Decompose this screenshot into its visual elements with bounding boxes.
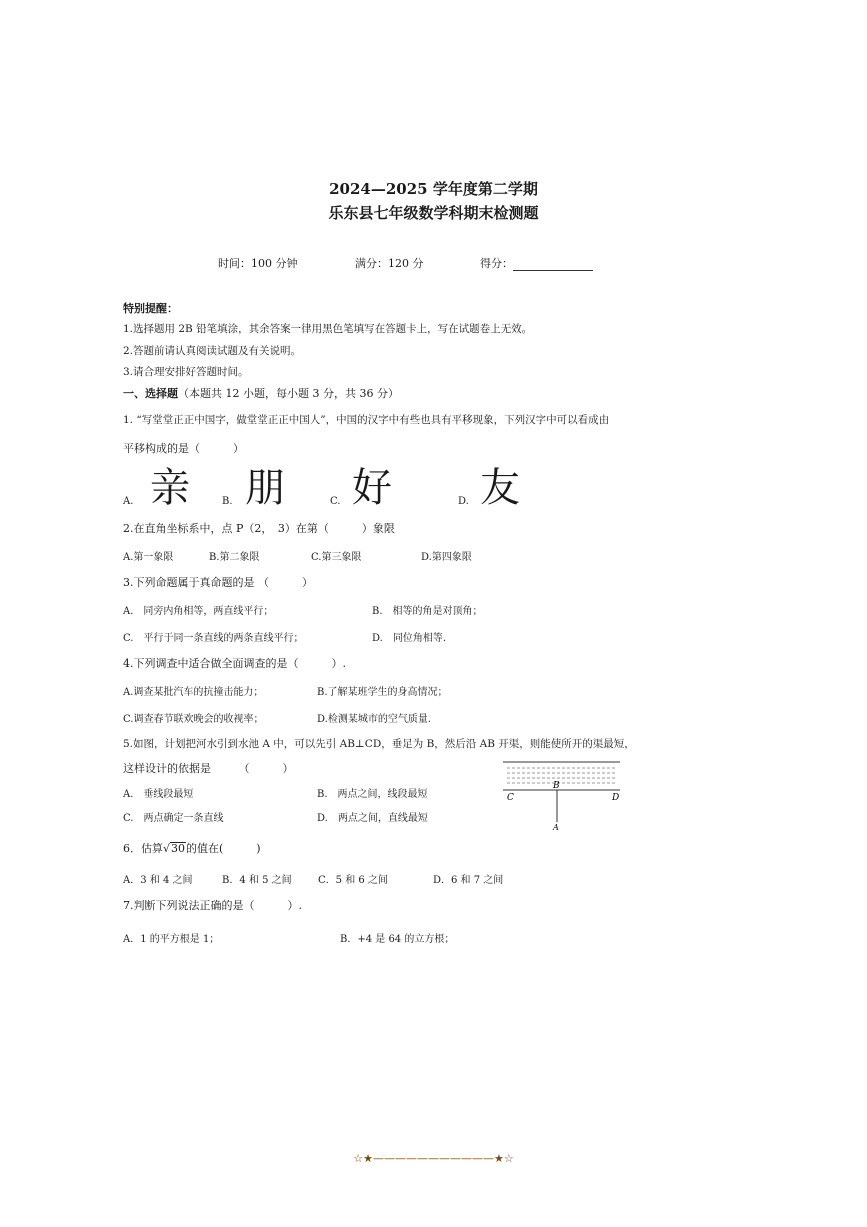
title-line2: 乐东县七年级数学科期末检测题	[328, 204, 539, 222]
q2-option-d: D.第四象限	[421, 552, 472, 563]
q6-option-c: C．5 和 6 之间	[318, 875, 388, 886]
q5-option-d: D. 两点之间，直线最短	[317, 813, 428, 824]
q1-option-c-letter: C.	[330, 496, 341, 507]
section1-header	[123, 385, 399, 401]
q6-option-a: A．3 和 4 之间	[123, 875, 193, 886]
q2-option-c: C.第三象限	[311, 552, 362, 563]
q4-option-d: D.检测某城市的空气质量.	[317, 714, 432, 725]
q5-line2: 这样设计的依据是 （ ）	[123, 762, 294, 775]
page-footer-decoration: ☆★———————————★☆	[353, 1152, 514, 1165]
score-info	[480, 255, 593, 271]
q7-option-a: A．1 的平方根是 1；	[123, 934, 220, 945]
q1-option-b-letter: B.	[222, 496, 233, 507]
q3-option-d: D. 同位角相等.	[372, 633, 447, 644]
q2-stem: 2.在直角坐标系中，点 P（2， 3）在第（ ）象限	[123, 522, 395, 535]
q5-option-a: A. 垂线段最短	[123, 789, 194, 800]
section1-label: 一、选择题	[123, 387, 178, 400]
q6-prefix: 6．估算	[123, 842, 163, 855]
notice-item-1: 1.选择题用 2B 铅笔填涂，其余答案一律用黑色笔填写在答题卡上，写在试题卷上无效。	[123, 323, 533, 335]
q1-option-c-char: 好	[352, 465, 392, 511]
sqrt-sign: √	[163, 842, 171, 855]
q6-radicand: 30	[171, 842, 186, 855]
q3-option-c: C. 平行于同一条直线的两条直线平行；	[123, 633, 304, 644]
figure-label-c: C	[507, 793, 514, 803]
q1-option-b-char: 朋	[245, 465, 285, 511]
q4-option-a: A.调查某批汽车的抗撞击能力；	[123, 687, 264, 698]
q5-option-b: B. 两点之间，线段最短	[317, 789, 428, 800]
q5-line1: 5.如图，计划把河水引到水池 A 中，可以先引 AB⊥CD，垂足为 B，然后沿 AB 开渠，则能使所开的渠最短，	[123, 738, 635, 750]
q6-option-d: D．6 和 7 之间	[433, 875, 504, 886]
q6-option-b: B．4 和 5 之间	[222, 875, 292, 886]
q3-option-a: A. 同旁内角相等，两直线平行；	[123, 606, 274, 617]
time-info: 时间：100 分钟	[218, 257, 298, 270]
section1-desc: （本题共 12 小题，每小题 3 分，共 36 分）	[178, 387, 399, 400]
q1-line2: 平移构成的是（ ）	[123, 442, 244, 455]
figure-label-b: B	[553, 781, 560, 791]
q1-option-a-letter: A.	[123, 496, 134, 507]
figure-label-d: D	[612, 793, 620, 803]
score-label: 得分：	[480, 257, 513, 270]
q2-option-a: A.第一象限	[123, 552, 174, 563]
q1-line1: 1. “写堂堂正正中国字，做堂堂正正中国人”，中国的汉字中有些也具有平移现象，下列汉字中可以看成由	[123, 414, 610, 426]
q1-option-a-char: 亲	[150, 465, 190, 511]
title-line1: 2024—2025 学年度第二学期	[329, 180, 538, 198]
notice-item-3: 3.请合理安排好答题时间。	[123, 366, 249, 378]
figure-label-a: A	[553, 823, 559, 832]
q4-stem: 4.下列调查中适合做全面调查的是（ ）.	[123, 657, 346, 670]
score-blank	[513, 260, 593, 271]
q6-stem	[123, 840, 261, 856]
full-score-info: 满分：120 分	[355, 257, 424, 270]
q2-option-b: B.第二象限	[209, 552, 260, 563]
q1-option-d-letter: D.	[458, 496, 469, 507]
q7-stem: 7.判断下列说法正确的是（ ）.	[123, 899, 302, 912]
notice-item-2: 2.答题前请认真阅读试题及有关说明。	[123, 345, 302, 357]
q6-suffix: 的值在( )	[186, 842, 261, 855]
river-canal-figure	[503, 760, 623, 832]
q1-option-d-char: 友	[480, 465, 520, 511]
q3-option-b: B. 相等的角是对顶角；	[372, 606, 483, 617]
q7-option-b: B．+4 是 64 的立方根；	[340, 934, 455, 945]
notice-heading: 特别提醒：	[123, 302, 178, 315]
q4-option-c: C.调查春节联欢晚会的收视率；	[123, 714, 264, 725]
q4-option-b: B.了解某班学生的身高情况；	[317, 687, 448, 698]
q3-stem: 3.下列命题属于真命题的是 （ ）	[123, 576, 313, 589]
q5-option-c: C. 两点确定一条直线	[123, 813, 224, 824]
